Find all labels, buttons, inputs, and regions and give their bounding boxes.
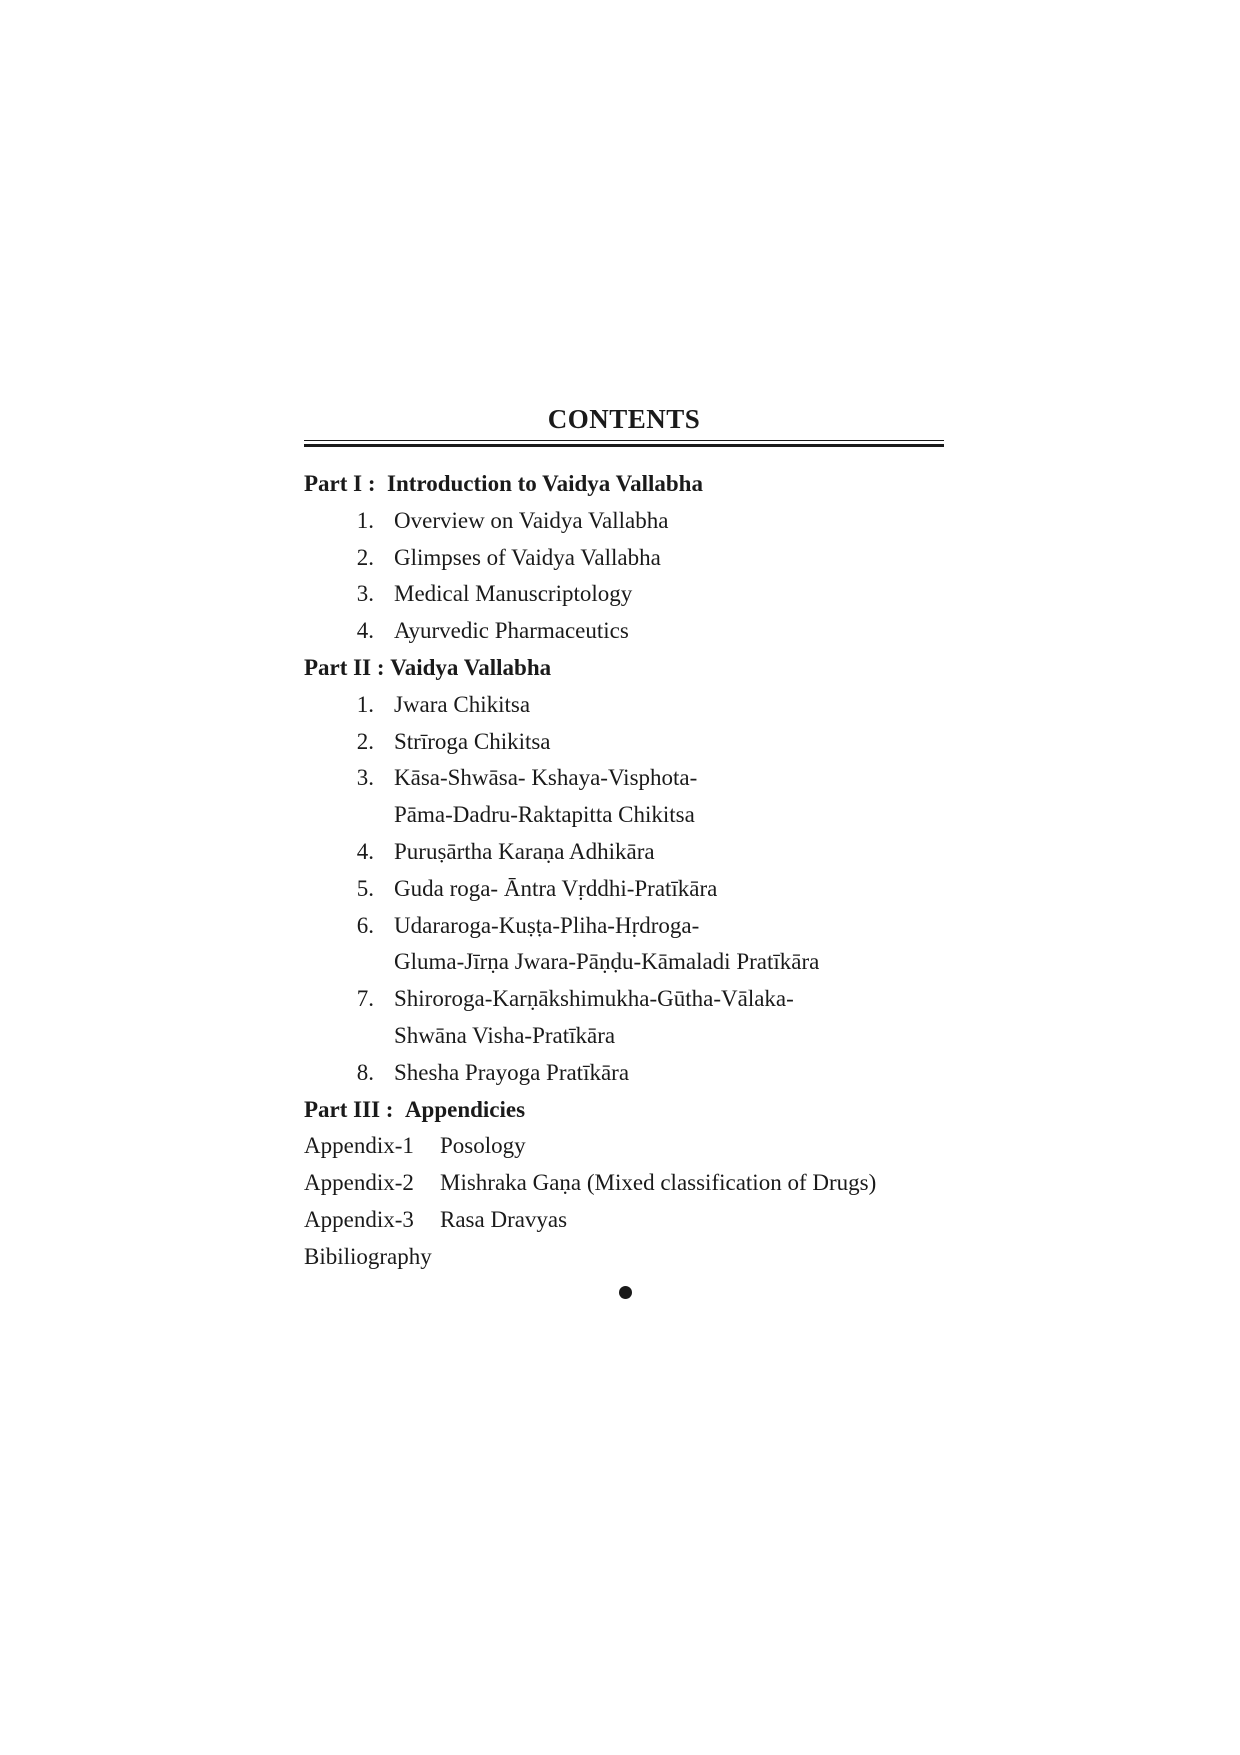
appendix-label: Appendix-3 bbox=[304, 1206, 414, 1232]
part-label: Part I : bbox=[304, 471, 376, 496]
toc-item bbox=[304, 724, 944, 761]
bibliography-entry: Bibiliography bbox=[304, 1243, 432, 1269]
item-title-continued: Pāma-Dadru-Raktapitta Chikitsa bbox=[394, 802, 695, 828]
item-number: 3. bbox=[356, 581, 374, 607]
item-title: Strīroga Chikitsa bbox=[394, 728, 551, 754]
item-title: Ayurvedic Pharmaceutics bbox=[394, 618, 629, 644]
item-number: 4. bbox=[356, 838, 374, 864]
item-title: Udararoga-Kuṣṭa-Pliha-Hṛdroga- bbox=[394, 912, 700, 938]
item-title: Medical Manuscriptology bbox=[394, 581, 633, 607]
appendix-title: Posology bbox=[440, 1133, 526, 1159]
item-title: Shiroroga-Karṇākshimukha-Gūtha-Vālaka- bbox=[394, 986, 794, 1012]
appendix-title: Rasa Dravyas bbox=[440, 1206, 568, 1232]
item-number: 2. bbox=[356, 728, 374, 754]
item-title: Kāsa-Shwāsa- Kshaya-Visphota- bbox=[394, 765, 698, 791]
appendix-label: Appendix-2 bbox=[304, 1170, 414, 1196]
item-number: 7. bbox=[356, 986, 374, 1012]
item-number: 4. bbox=[356, 618, 374, 644]
item-title-continued: Gluma-Jīrṇa Jwara-Pāṇḍu-Kāmaladi Pratīkāra bbox=[394, 949, 820, 975]
toc-item bbox=[304, 981, 944, 1018]
title-rule-thick bbox=[304, 444, 944, 447]
item-title: Guda roga- Āntra Vṛddhi-Pratīkāra bbox=[394, 875, 718, 901]
item-number: 2. bbox=[356, 544, 374, 570]
item-number: 5. bbox=[356, 875, 374, 901]
item-title-continued: Shwāna Visha-Pratīkāra bbox=[394, 1022, 616, 1048]
item-title: Shesha Prayoga Pratīkāra bbox=[394, 1059, 630, 1085]
appendix-item bbox=[304, 1202, 944, 1239]
page-title: CONTENTS bbox=[547, 404, 701, 434]
toc-item bbox=[304, 908, 944, 945]
toc-item bbox=[304, 871, 944, 908]
toc-item bbox=[304, 687, 944, 724]
toc-item bbox=[304, 1055, 944, 1092]
toc-item bbox=[304, 613, 944, 650]
part-title: Appendicies bbox=[404, 1096, 526, 1122]
item-title: Overview on Vaidya Vallabha bbox=[394, 507, 669, 533]
toc-item bbox=[304, 540, 944, 577]
end-bullet bbox=[619, 1286, 632, 1299]
toc-item bbox=[304, 576, 944, 613]
part-label: Part II : bbox=[304, 654, 385, 680]
part-title: Vaidya Vallabha bbox=[390, 654, 552, 680]
toc-item-continuation bbox=[304, 797, 944, 834]
appendix-item bbox=[304, 1165, 944, 1202]
item-number: 3. bbox=[356, 765, 374, 791]
item-title: Glimpses of Vaidya Vallabha bbox=[394, 544, 661, 570]
appendix-title: Mishraka Gaṇa (Mixed classification of Drugs) bbox=[440, 1170, 877, 1196]
item-title: Puruṣārtha Karaṇa Adhikāra bbox=[394, 838, 655, 864]
toc-item-continuation bbox=[304, 944, 944, 981]
part-label: Part III : bbox=[304, 1096, 394, 1122]
toc-item bbox=[304, 834, 944, 871]
item-number: 6. bbox=[356, 912, 374, 938]
part-heading-1 bbox=[304, 466, 944, 503]
item-number: 1. bbox=[356, 691, 374, 717]
toc-item bbox=[304, 760, 944, 797]
part-heading-3 bbox=[304, 1092, 944, 1129]
item-number: 1. bbox=[356, 507, 374, 533]
part-title: Introduction to Vaidya Vallabha bbox=[387, 471, 703, 496]
table-of-contents bbox=[304, 466, 944, 1276]
toc-item bbox=[304, 503, 944, 540]
appendix-item bbox=[304, 1128, 944, 1165]
toc-item-continuation bbox=[304, 1018, 944, 1055]
item-number: 8. bbox=[356, 1059, 374, 1085]
part-heading-2 bbox=[304, 650, 944, 687]
appendix-label: Appendix-1 bbox=[304, 1133, 414, 1159]
item-title: Jwara Chikitsa bbox=[394, 691, 531, 717]
title-rule-thin bbox=[304, 440, 944, 441]
